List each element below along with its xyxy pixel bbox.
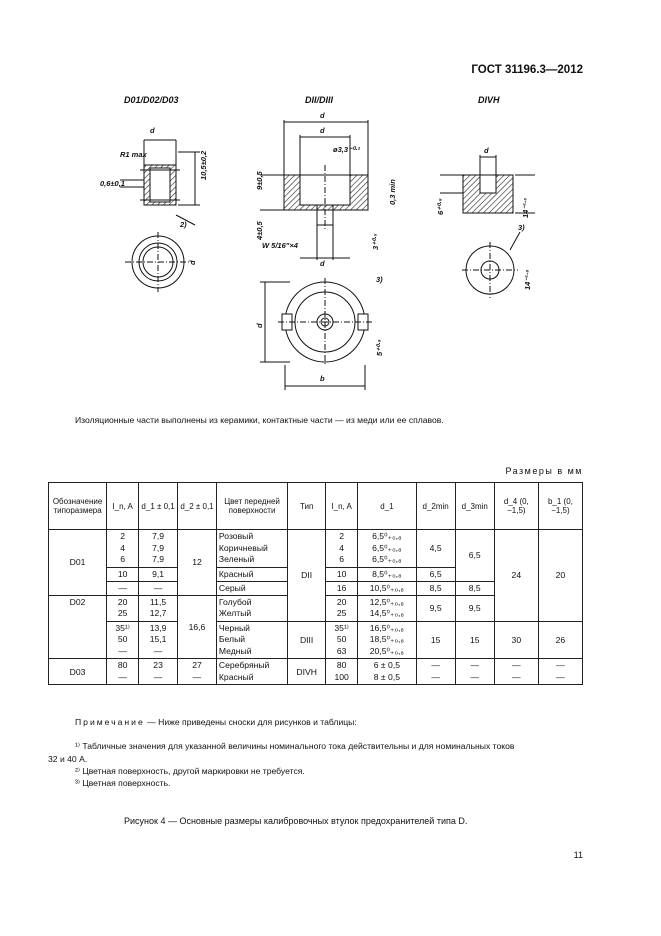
col-header: Тип: [288, 483, 326, 530]
note-text: — Ниже приведены сноски для рисунков и таблицы:: [144, 717, 357, 727]
d01-top-view: [125, 232, 192, 292]
col-header: d_2 ± 0,1: [178, 483, 217, 530]
document-header: ГОСТ 31196.3—2012: [471, 64, 583, 76]
label-3: 3⁺⁰·⁵: [371, 233, 380, 250]
dimensions-table: [48, 482, 583, 685]
label-06: 0,6±0,1: [100, 179, 125, 188]
cell: 20 25: [107, 595, 139, 621]
cell: 6,5: [416, 567, 455, 581]
cell-designation: D01: [49, 530, 107, 596]
footnote-3: ³⁾ Цветная поверхность.: [75, 778, 171, 788]
label-d3: d: [320, 259, 325, 268]
divh-top-view: [462, 232, 520, 298]
cell: 9,1: [139, 567, 178, 581]
cell: 15: [416, 621, 455, 659]
cell: 8,5: [455, 581, 494, 595]
cell: 9,5: [416, 595, 455, 621]
label-d01: D01/D02/D03: [124, 95, 179, 105]
dii-side-view: [260, 120, 368, 260]
cell: 10,5⁰₊₀,₈: [358, 581, 416, 595]
label-33: ø3,3⁻⁰·²: [333, 145, 360, 154]
cell: 6,5: [455, 530, 494, 582]
cell: —: [139, 581, 178, 595]
cell: 23 —: [139, 659, 178, 685]
footnote-1a: ¹⁾ Табличные значения для указанной величины номинального тока действительны и для номинальных токов: [75, 741, 515, 751]
label-b1-a: b: [320, 374, 325, 383]
label-d2-a: d: [188, 260, 197, 265]
label-divh: DIVH: [478, 95, 500, 105]
cell: 11,5 12,7: [139, 595, 178, 621]
cell-designation: D02: [49, 595, 107, 659]
col-header: d_2min: [416, 483, 455, 530]
label-14: 14⁻¹·⁵: [521, 197, 530, 218]
col-header: d_1 ± 0,1: [139, 483, 178, 530]
cell: 6,5⁰₊₀,₈ 6,5⁰₊₀,₈ 6,5⁰₊₀,₈: [358, 530, 416, 568]
col-header: Цвет передней поверхности: [216, 483, 287, 530]
cell: 80 100: [326, 659, 358, 685]
footnote-2: ²⁾ Цветная поверхность, другой маркировки не требуется.: [75, 766, 305, 776]
dii-top-view: [260, 278, 372, 390]
cell: 20: [538, 530, 582, 622]
cell: — —: [455, 659, 494, 685]
table-row: [49, 659, 583, 685]
technical-drawing: [0, 0, 661, 400]
cell: 8,5⁰₊₀,₈: [358, 567, 416, 581]
table-row: [49, 621, 583, 659]
units-label: Размеры в мм: [505, 466, 583, 476]
cell: — —: [538, 659, 582, 685]
note-label: Примечание: [75, 717, 145, 727]
label-5: 5⁺⁰·⁸: [375, 339, 384, 356]
cell: 2 4 6: [107, 530, 139, 568]
col-header: d_4 (0, −1,5): [494, 483, 538, 530]
cell: 13,9 15,1 —: [139, 621, 178, 659]
cell: 20 25: [326, 595, 358, 621]
cell: Красный: [216, 567, 287, 581]
cell: 7,9 7,9 7,9: [139, 530, 178, 568]
cell: Серебряный Красный: [216, 659, 287, 685]
cell: 10: [107, 567, 139, 581]
table-header-row: [49, 483, 583, 530]
col-header: I_n, A: [107, 483, 139, 530]
cell: —: [107, 581, 139, 595]
cell: Розовый Коричневый Зеленый: [216, 530, 287, 568]
col-header: I_n, A: [326, 483, 358, 530]
label-95: 9±0,5: [255, 171, 264, 190]
cell: 27 —: [178, 659, 217, 685]
label-ref3-a: 3): [376, 275, 383, 284]
label-dii: DII/DIII: [305, 95, 334, 105]
cell-type: DIII: [288, 621, 326, 659]
cell: — —: [416, 659, 455, 685]
cell: 15: [455, 621, 494, 659]
table-row: [49, 530, 583, 568]
label-w: W 5/16"×4: [262, 241, 298, 250]
cell: Голубой Желтый: [216, 595, 287, 621]
label-d1-b: d: [320, 111, 325, 120]
cell: 35¹⁾ 50 —: [107, 621, 139, 659]
cell: 80 —: [107, 659, 139, 685]
label-d2-b: d: [320, 126, 325, 135]
cell: 24: [494, 530, 538, 622]
cell: Серый: [216, 581, 287, 595]
page-number: 11: [573, 850, 583, 860]
label-ref2-a: 2): [180, 220, 187, 229]
label-03: 0,3 min: [388, 179, 397, 205]
cell-type: DII: [288, 530, 326, 622]
cell: 16,6: [178, 595, 217, 659]
cell: 30: [494, 621, 538, 659]
cell: 16,5⁰₊₀,₈ 18,5⁰₊₀,₈ 20,5⁰₊₀,₈: [358, 621, 416, 659]
label-6: 6⁺⁰·⁸: [436, 198, 445, 215]
note-title: [75, 717, 357, 727]
cell: 12,5⁰₊₀,₈ 14,5⁰₊₀,₈: [358, 595, 416, 621]
cell: 9,5: [455, 595, 494, 621]
label-105: 10,5±0,2: [199, 150, 208, 180]
cell: 6 ± 0,5 8 ± 0,5: [358, 659, 416, 685]
col-header: d_1: [358, 483, 416, 530]
cell: Черный Белый Медный: [216, 621, 287, 659]
label-d4: d: [255, 323, 264, 328]
figure-caption: Рисунок 4 — Основные размеры калибровочных втулок предохранителей типа D.: [124, 816, 468, 826]
label-14b: 14⁻¹·⁸: [523, 269, 532, 290]
cell: 16: [326, 581, 358, 595]
cell: 2 4 6: [326, 530, 358, 568]
cell-designation: D03: [49, 659, 107, 685]
cell: — —: [494, 659, 538, 685]
cell: 26: [538, 621, 582, 659]
cell: 35¹⁾ 50 63: [326, 621, 358, 659]
cell: 12: [178, 530, 217, 596]
label-r1max: R1 max: [120, 150, 147, 159]
cell: 10: [326, 567, 358, 581]
label-d1-a: d: [150, 126, 155, 135]
footnote-1b: 32 и 40 А.: [48, 754, 88, 764]
materials-caption: Изоляционные части выполнены из керамики, контактные части — из меди или ее сплавов.: [75, 415, 444, 425]
cell: 8,5: [416, 581, 455, 595]
label-45: 4±0,5: [255, 221, 264, 240]
cell-type: DIVH: [288, 659, 326, 685]
col-header: Обозначение типоразмера: [49, 483, 107, 530]
col-header: b_1 (0, −1,5): [538, 483, 582, 530]
cell: 4,5: [416, 530, 455, 568]
label-d1-c: d: [484, 146, 489, 155]
col-header: d_3min: [455, 483, 494, 530]
label-ref3-b: 3): [518, 223, 525, 232]
